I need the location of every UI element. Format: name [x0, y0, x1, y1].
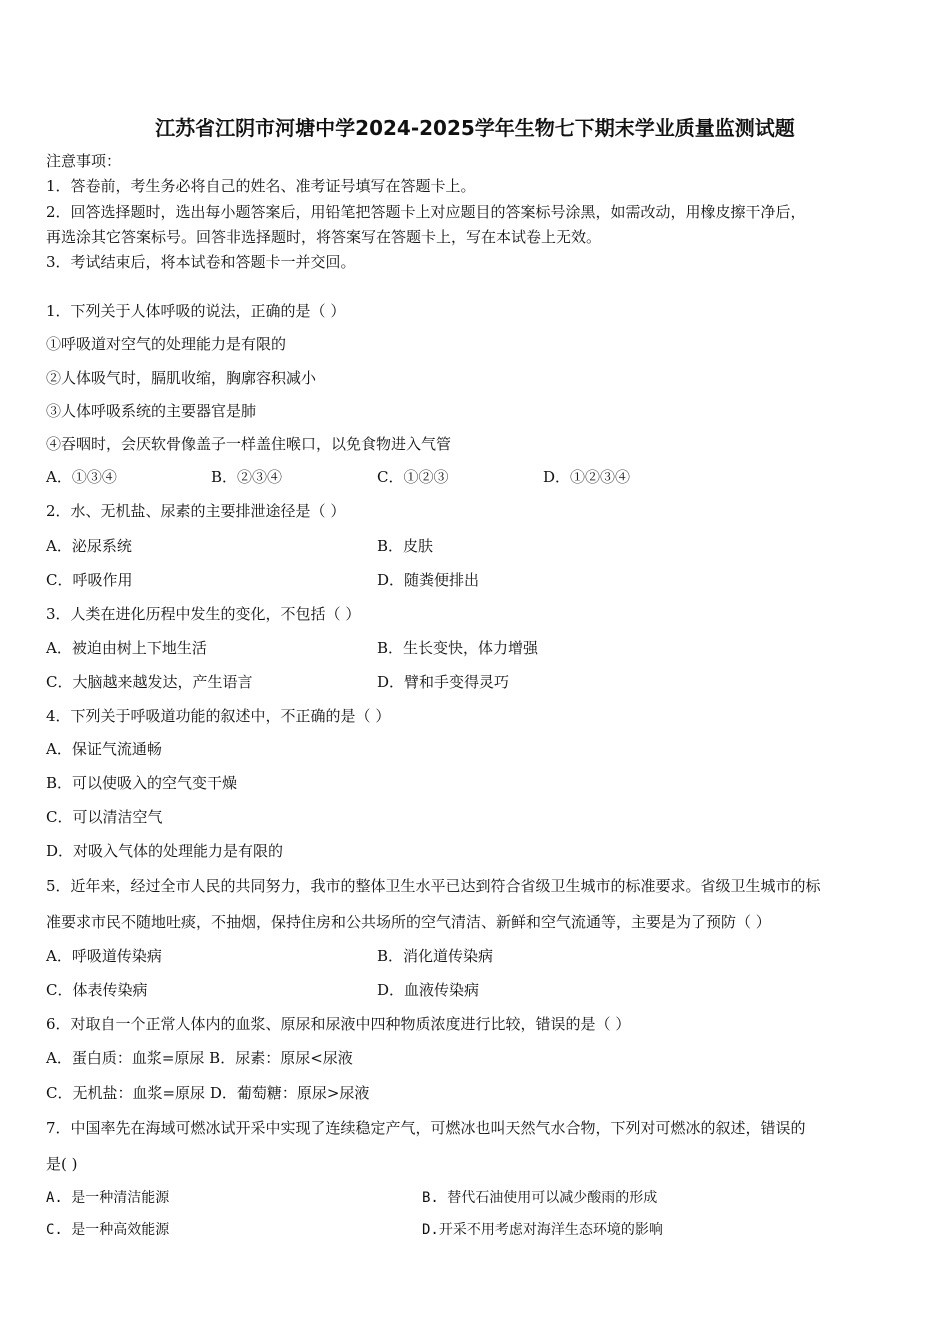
q5-option-a[interactable]: A．呼吸道传染病	[46, 947, 162, 965]
question-3-stem: 3．人类在进化历程中发生的变化，不包括（ ）	[46, 605, 361, 623]
question-5-stem-cont: 准要求市民不随地吐痰，不抽烟，保持住房和公共场所的空气清洁、新鲜和空气流通等，主要是为了预防（ ）	[46, 913, 771, 931]
question-7-stem-cont: 是( )	[46, 1155, 78, 1173]
q1-option-a[interactable]: A．①③④	[46, 468, 117, 486]
q1-statement: ④吞咽时，会厌软骨像盖子一样盖住喉口，以免食物进入气管	[46, 435, 452, 453]
q1-statement: ②人体吸气时，膈肌收缩，胸廓容积减小	[46, 369, 317, 387]
notice-item: 再选涂其它答案标号。回答非选择题时，将答案写在答题卡上，写在本试卷上无效。	[46, 228, 602, 246]
question-2-stem: 2．水、无机盐、尿素的主要排泄途径是（ ）	[46, 502, 346, 520]
notice-heading: 注意事项：	[46, 152, 122, 170]
q1-option-d[interactable]: D．①②③④	[543, 468, 631, 486]
q5-option-d[interactable]: D．血液传染病	[377, 981, 480, 999]
question-6-stem: 6．对取自一个正常人体内的血浆、原尿和尿液中四种物质浓度进行比较，错误的是（ ）	[46, 1015, 631, 1033]
q4-option-b[interactable]: B．可以使吸入的空气变干燥	[46, 774, 238, 792]
q6-options-row-1[interactable]: A．蛋白质：血浆=原尿 B．尿素：原尿<尿液	[46, 1049, 353, 1067]
q4-option-d[interactable]: D．对吸入气体的处理能力是有限的	[46, 842, 284, 860]
notice-item: 1．答卷前，考生务必将自己的姓名、准考证号填写在答题卡上。	[46, 177, 476, 195]
question-5-stem: 5．近年来，经过全市人民的共同努力，我市的整体卫生水平已达到符合省级卫生城市的标准要求。省级卫生城市的标	[46, 877, 821, 895]
q2-option-c[interactable]: C．呼吸作用	[46, 571, 133, 589]
q1-statement: ③人体呼吸系统的主要器官是肺	[46, 402, 257, 420]
q3-option-d[interactable]: D．臂和手变得灵巧	[377, 673, 510, 691]
q7-option-b[interactable]: B. 替代石油使用可以减少酸雨的形成	[422, 1190, 658, 1206]
q1-option-c[interactable]: C．①②③	[377, 468, 449, 486]
q4-option-a[interactable]: A．保证气流通畅	[46, 740, 162, 758]
question-7-stem: 7．中国率先在海域可燃冰试开采中实现了连续稳定产气，可燃冰也叫天然气水合物，下列对可燃冰的叙述，错误的	[46, 1119, 806, 1137]
q5-option-b[interactable]: B．消化道传染病	[377, 947, 494, 965]
page-title: 江苏省江阴市河塘中学2024-2025学年生物七下期末学业质量监测试题	[155, 116, 795, 140]
q5-option-c[interactable]: C．体表传染病	[46, 981, 148, 999]
q3-option-c[interactable]: C．大脑越来越发达，产生语言	[46, 673, 253, 691]
question-4-stem: 4．下列关于呼吸道功能的叙述中，不正确的是（ ）	[46, 707, 391, 725]
q1-option-b[interactable]: B．②③④	[211, 468, 283, 486]
q3-option-b[interactable]: B．生长变快，体力增强	[377, 639, 539, 657]
q7-option-d[interactable]: D.开采不用考虑对海洋生态环境的影响	[422, 1222, 663, 1238]
q2-option-d[interactable]: D．随粪便排出	[377, 571, 480, 589]
q2-option-b[interactable]: B．皮肤	[377, 537, 434, 555]
q7-option-c[interactable]: C. 是一种高效能源	[46, 1222, 170, 1238]
notice-item: 2．回答选择题时，选出每小题答案后，用铅笔把答题卡上对应题目的答案标号涂黑，如需改动，用橡皮擦干净后，	[46, 203, 806, 221]
q4-option-c[interactable]: C．可以清洁空气	[46, 808, 163, 826]
q1-statement: ①呼吸道对空气的处理能力是有限的	[46, 335, 287, 353]
q3-option-a[interactable]: A．被迫由树上下地生活	[46, 639, 207, 657]
question-1-stem: 1．下列关于人体呼吸的说法，正确的是（ ）	[46, 302, 346, 320]
q2-option-a[interactable]: A．泌尿系统	[46, 537, 132, 555]
notice-item: 3．考试结束后，将本试卷和答题卡一并交回。	[46, 253, 356, 271]
q6-options-row-2[interactable]: C．无机盐：血浆=原尿 D．葡萄糖：原尿>尿液	[46, 1084, 370, 1102]
q7-option-a[interactable]: A. 是一种清洁能源	[46, 1190, 170, 1206]
